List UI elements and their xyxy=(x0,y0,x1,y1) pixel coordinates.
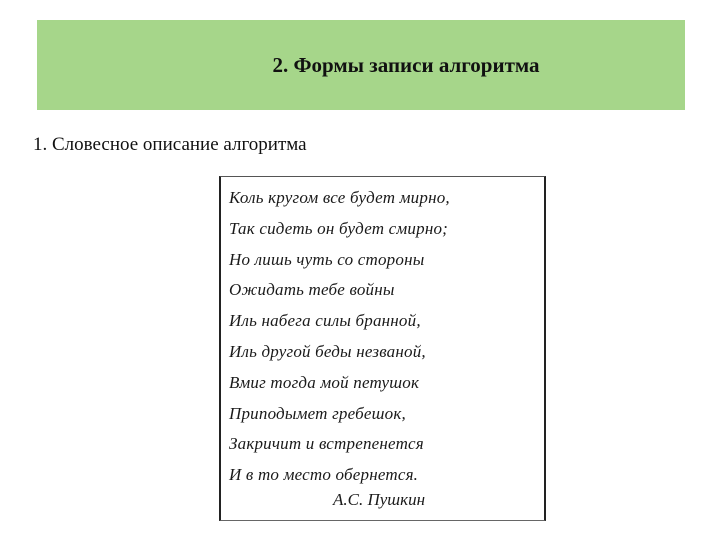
poem-line: Иль другой беды незваной, xyxy=(229,341,426,361)
poem-line: Коль кругом все будет мирно, xyxy=(229,188,450,207)
poem-image-box xyxy=(219,176,546,521)
title-banner xyxy=(37,20,685,110)
section-subtitle: 1. Словесное описание алгоритма xyxy=(33,134,307,155)
poem-line: Так сидеть он будет смирно; xyxy=(229,218,449,238)
poem-line: Вмиг тогда мой петушок xyxy=(229,372,420,392)
poem-author: А.С. Пушкин xyxy=(333,490,426,509)
poem-line: И в то место обернется. xyxy=(229,465,419,485)
poem-lines xyxy=(229,183,450,491)
poem-line: Приподымет гребешок, xyxy=(229,403,406,423)
poem-line: Но лишь чуть со стороны xyxy=(229,249,425,269)
poem-line: Иль набега силы бранной, xyxy=(229,311,421,331)
poem-line: Закричит и встрепенется xyxy=(229,434,424,454)
slide-title: 2. Формы записи алгоритма xyxy=(272,52,540,77)
poem-line: Ожидать тебе войны xyxy=(229,280,395,300)
